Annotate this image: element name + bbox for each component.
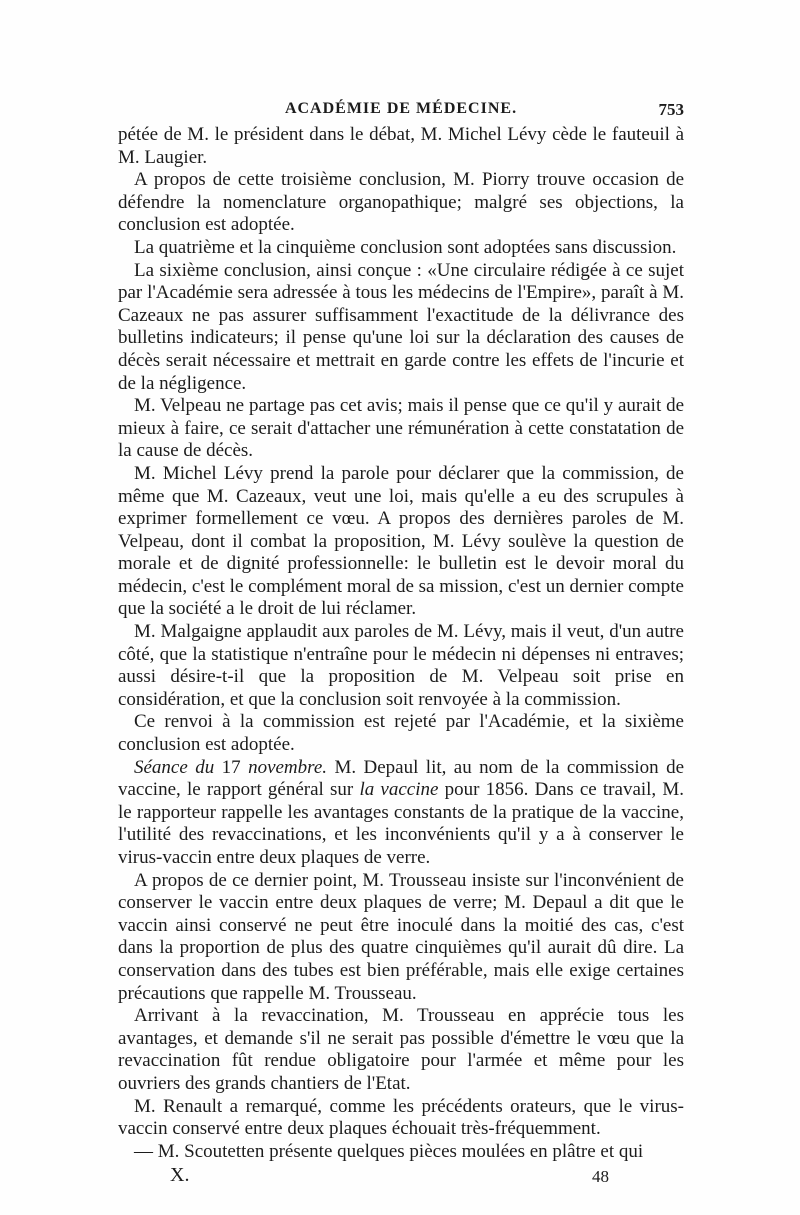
- paragraph-seance: [118, 757, 684, 870]
- signature-mark: X.: [170, 1164, 190, 1186]
- paragraph-fourth-fifth: La quatrième et la cinquième conclusion sont adoptées sans discussion.: [134, 236, 677, 258]
- body-text: [118, 124, 684, 1163]
- paragraph-revaccination: Arrivant à la revaccination, M. Trousseau en apprécie tous les avantages, et demande s'il ne serait pas possible d'émettre le vœu que la revaccination fût rendue obligatoire pour l'armée et même pour les ouvriers des grands chantiers de l'Etat.: [118, 1005, 684, 1094]
- paragraph-scoutetten: — M. Scoutetten présente quelques pièces moulées en plâtre et qui: [134, 1140, 644, 1162]
- seance-title: la vaccine: [359, 779, 439, 801]
- seance-date-month: novembre.: [248, 756, 328, 778]
- page-header: [118, 100, 684, 124]
- page-footer: [170, 1164, 630, 1188]
- paragraph-sixth-conclusion: La sixième conclusion, ainsi conçue : «Une circulaire rédigée à ce sujet par l'Académie sera adressée à tous les médecins de l'Empire», paraît à M. Cazeaux ne pas assurer suffisamment l'exactitude de la délivrance des bulletins indicateurs; il pense qu'une loi sur la déclaration des causes de décès serait nécessaire et mettrait en garde contre les effets de l'incurie et de la négligence.: [118, 259, 684, 394]
- paragraph-velpeau: M. Velpeau ne partage pas cet avis; mais il pense que ce qu'il y aurait de mieux à faire, ce serait d'attacher une rémunération à cette constatation de la cause de décès.: [118, 395, 684, 462]
- seance-label: Séance du: [134, 756, 215, 778]
- seance-text-1: M. Depaul lit, au nom de la commission de vaccine, le rapport général sur: [118, 756, 684, 801]
- paragraph-continuation: pétée de M. le président dans le débat, M. Michel Lévy cède le fauteuil à M. Laugier.: [118, 124, 684, 168]
- paragraph-trousseau: A propos de ce dernier point, M. Trousseau insiste sur l'inconvénient de conserver le vaccin entre deux plaques de verre; M. Depaul a dit que le vaccin ainsi conservé ne peut être inoculé dans la moitié des cas, c'est dans la proportion de plus des quatre cinquièmes qu'il aurait dû dire. La conservation dans des tubes est bien préférable, mais elle exige certaines précautions que rappelle M. Trousseau.: [118, 869, 684, 1004]
- paragraph-levy: M. Michel Lévy prend la parole pour déclarer que la commission, de même que M. Cazeaux, veut une loi, mais qu'elle a eu des scrupules à exprimer formellement ce vœu. A propos des dernières paroles de M. Velpeau, dont il combat la proposition, M. Lévy soulève la question de morale et de dignité professionnelle: le bulletin est le devoir moral du médecin, c'est le complément moral de sa mission, c'est un dernier compte que la société a le droit de lui réclamer.: [118, 462, 684, 620]
- seance-text-2: pour 1856. Dans ce travail, M. le rapporteur rappelle les avantages constants de la pratique de la vaccine, l'utilité des revaccinations, et les inconvénients qu'il y a à conserver le virus-vaccin entre deux plaques de verre.: [118, 779, 685, 868]
- paragraph-piorry: A propos de cette troisième conclusion, M. Piorry trouve occasion de défendre la nomenclature organopathique; malgré ses objections, la conclusion est adoptée.: [118, 169, 684, 236]
- paragraph-malgaigne: M. Malgaigne applaudit aux paroles de M. Lévy, mais il veut, d'un autre côté, que la statistique n'entraîne pour le médecin ni dépenses ni entraves; aussi désire-t-il que la proposition de M. Velpeau soit prise en considération, et que la conclusion soit renvoyée à la commission.: [118, 621, 684, 710]
- page-number: 753: [658, 100, 684, 119]
- running-title: ACADÉMIE DE MÉDECINE.: [284, 100, 518, 117]
- seance-date-number: 17: [221, 756, 241, 778]
- paragraph-renault: M. Renault a remarqué, comme les précédents orateurs, que le virus-vaccin conservé entre deux plaques échouait très-fréquemment.: [118, 1095, 684, 1140]
- sheet-number: 48: [592, 1167, 609, 1186]
- paragraph-renvoi: Ce renvoi à la commission est rejeté par l'Académie, et la sixième conclusion est adoptée.: [118, 711, 684, 756]
